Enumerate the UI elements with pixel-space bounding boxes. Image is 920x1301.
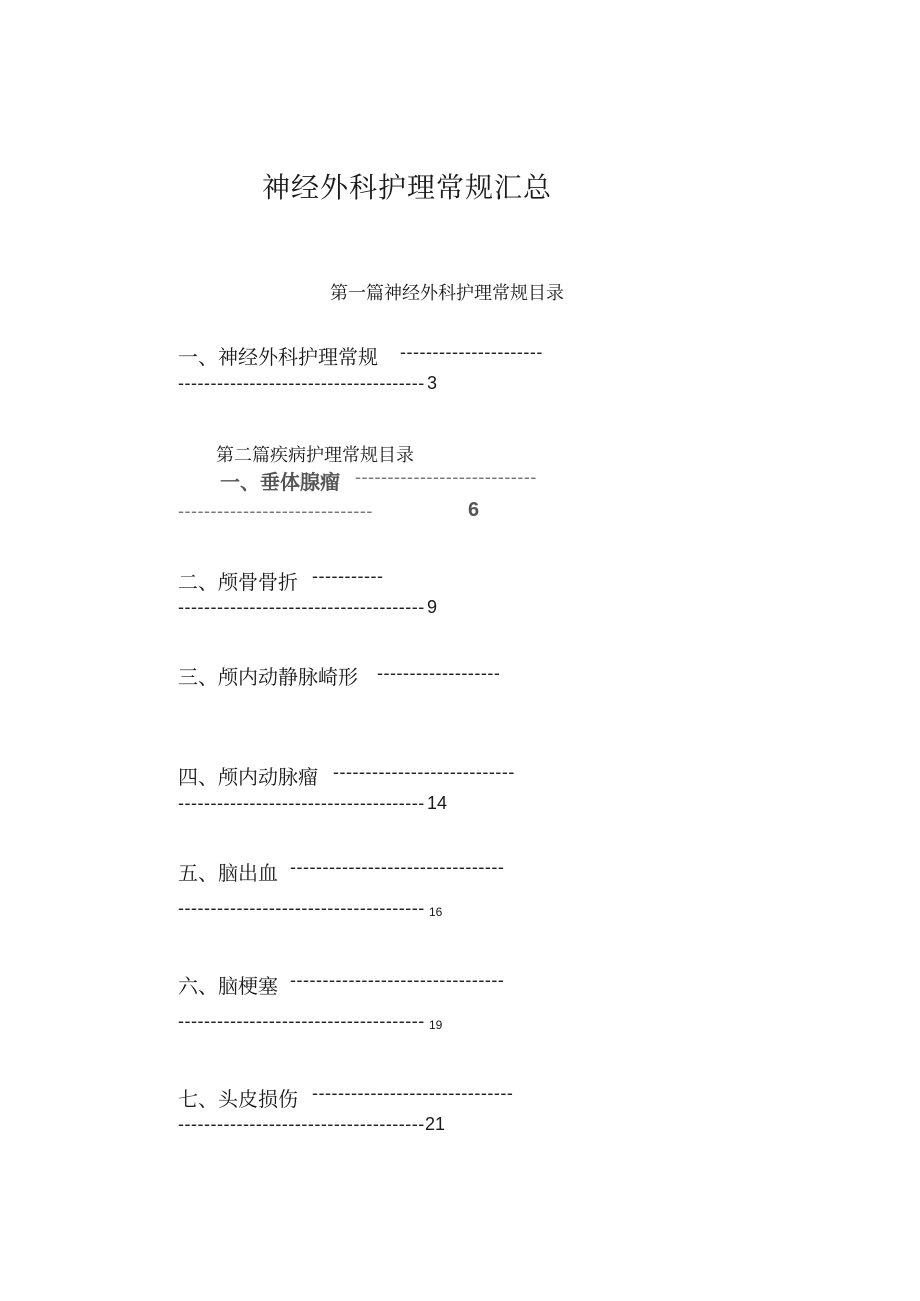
toc-entry-label: 四、颅内动脉瘤 <box>178 765 318 789</box>
toc-page-number: 21 <box>425 1114 446 1134</box>
toc-entry-label: 一、垂体腺瘤 <box>220 470 340 494</box>
toc-leader: -------------------------------------- <box>178 373 425 393</box>
toc-leader: --------------------------------- <box>290 970 505 990</box>
toc-leader: ------------------------------- <box>312 1083 514 1103</box>
toc-entry-label: 一、神经外科护理常规 <box>178 345 378 369</box>
toc-leader: ---------------------------- <box>333 762 515 782</box>
toc-page-number: 6 <box>468 499 480 521</box>
toc-leader: ---------------------- <box>400 342 543 362</box>
toc-leader: ---------------------------- <box>355 467 537 487</box>
toc-leader: ------------------------------ <box>178 501 373 521</box>
toc-leader: -------------------------------------- <box>178 898 425 918</box>
part2-heading: 第二篇疾病护理常规目录 <box>216 445 414 466</box>
part1-heading: 第一篇神经外科护理常规目录 <box>330 283 564 304</box>
toc-entry-label: 五、脑出血 <box>178 861 278 885</box>
toc-page-number: 9 <box>427 597 438 617</box>
toc-page-number: 16 <box>429 905 443 919</box>
toc-page-number: 19 <box>429 1018 443 1032</box>
toc-leader: ----------- <box>312 566 384 586</box>
toc-page-number: 14 <box>427 793 448 813</box>
toc-leader: -------------------------------------- <box>178 1011 425 1031</box>
document-title: 神经外科护理常规汇总 <box>262 171 553 204</box>
toc-entry-label: 三、颅内动静脉崎形 <box>178 665 358 689</box>
toc-entry-label: 六、脑梗塞 <box>178 974 278 998</box>
toc-leader: -------------------------------------- <box>178 793 425 813</box>
toc-leader: -------------------------------------- <box>178 597 425 617</box>
toc-entry-label: 七、头皮损伤 <box>178 1087 298 1111</box>
toc-entry-label: 二、颅骨骨折 <box>178 570 298 594</box>
toc-leader: -------------------------------------- <box>178 1114 425 1134</box>
toc-leader: ------------------- <box>377 663 501 683</box>
toc-leader: --------------------------------- <box>290 857 505 877</box>
toc-page-number: 3 <box>427 373 438 393</box>
